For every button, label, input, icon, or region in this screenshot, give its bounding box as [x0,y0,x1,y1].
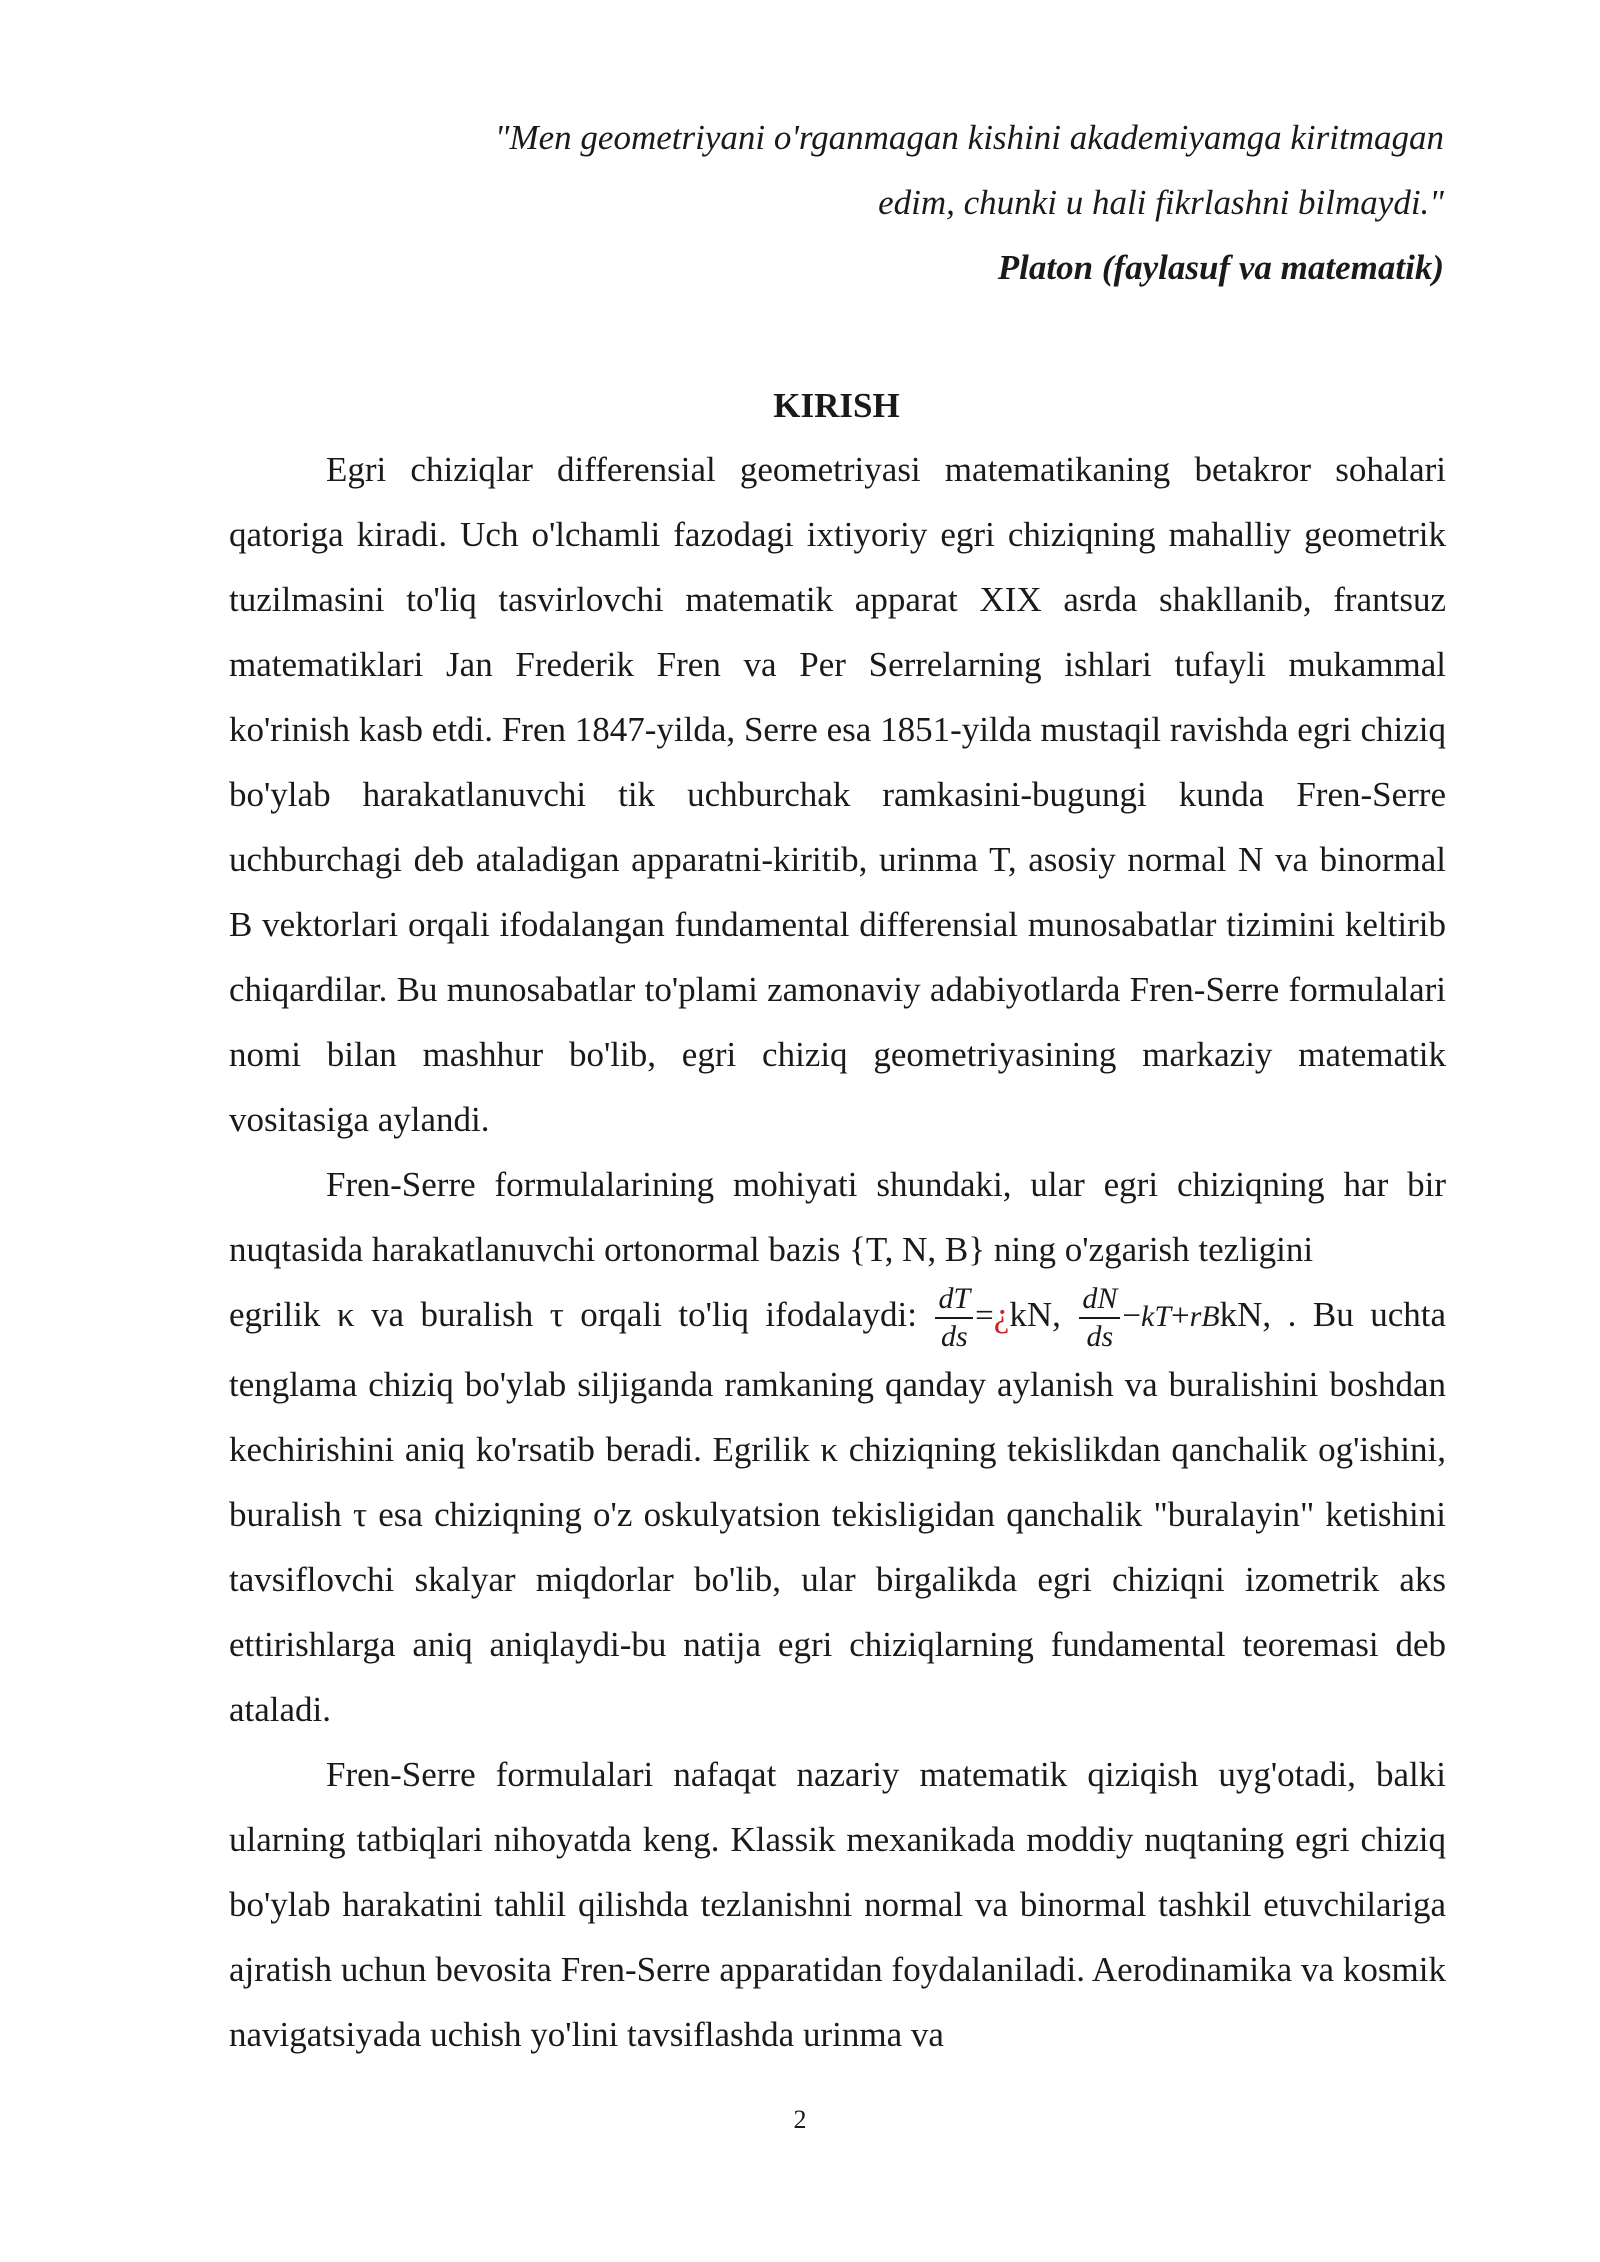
paragraph-2-start: Fren-Serre formulalarining mohiyati shundaki, ular egri chiziqning har bir nuqtasida harakatlanuvchi ortonormal bazis {T, N, B} ning o'zgarish tezligini [229,1165,1446,1269]
body-text [229,437,1446,2067]
plus-sign: + [1171,1298,1190,1334]
fraction-dT-ds [935,1281,973,1353]
fraction-numerator: dT [935,1284,973,1319]
formula-lead-text: egrilik κ va buralish τ orqali to'liq ifodalaydi: [229,1295,917,1334]
section-heading: KIRISH [773,386,900,425]
fraction-denominator: ds [1086,1319,1114,1353]
formula2-tail: kN, [1219,1295,1272,1334]
paragraph-1: Egri chiziqlar differensial geometriyasi matematikaning betakror sohalari qatoriga kiradi. Uch o'lchamli fazodagi ixtiyoriy egri chiziqning mahalliy geometrik tuzilmasini to'liq tasvirlovchi matematik apparat XIX asrda shakllanib, frantsuz matematiklari Jan Frederik Fren va Per Serrelarning ishlari tufayli mukammal ko'rinish kasb etdi. Fren 1847-yilda, Serre esa 1851-yilda mustaqil ravishda egri chiziq bo'ylab harakatlanuvchi tik uchburchak ramkasini-bugungi kunda Fren-Serre uchburchagi deb ataladigan apparatni-kiritib, urinma T, asosiy normal N va binormal B vektorlari orqali ifodalangan fundamental differensial munosabatlar tizimini keltirib chiqardilar. Bu munosabatlar to'plami zamonaviy adabiyotlarda Fren-Serre formulalari nomi bilan mashhur bo'lib, egri chiziq geometriyasining markaziy matematik vositasiga aylandi. [229,450,1446,1139]
broken-symbol: ¿ [993,1295,1010,1334]
epigraph [229,105,1444,300]
equals-sign: = [975,1298,994,1334]
term-rB: rB [1189,1300,1220,1333]
paragraph-3: Fren-Serre formulalari nafaqat nazariy matematik qiziqish uyg'otadi, balki ularning tatbiqlari nihoyatda keng. Klassik mexanikada moddiy nuqtaning egri chiziq bo'ylab harakatini tahlil qilishda tezlanishni normal va binormal tashkil etuvchilariga ajratish uchun bevosita Fren-Serre apparatidan foydalaniladi. Aerodinamika va kosmik navigatsiyada uchish yo'lini tavsiflashda urinma va [229,1754,1446,2054]
fraction-dN-ds [1079,1281,1120,1353]
term-kT: kT [1141,1300,1171,1333]
formula-dT-ds [933,1281,1061,1353]
page-number: 2 [793,2105,807,2134]
epigraph-line-2: edim, chunki u hali fikrlashni bilmaydi." [878,183,1444,222]
paragraph-2 [229,1152,1446,1742]
paragraph-2-end: tenglama chiziq bo'ylab siljiganda ramkaning qanday aylanish va buralishini boshdan kechirishini aniq ko'rsatib beradi. Egrilik κ chiziqning tekislikdan qanchalik og'ishini, buralish τ esa chiziqning o'z oskulyatsion tekisligidan qanchalik "buralayin" ketishini tavsiflovchi skalyar miqdorlar bo'lib, ular birgalikda egri chiziqni izometrik aks ettirishlarga aniq aniqlaydi-bu natija egri chiziqlarning fundamental teoremasi deb ataladi. [229,1364,1446,1729]
epigraph-author: Platon (faylasuf va matematik) [997,248,1444,287]
formula-dN-ds [1077,1281,1272,1353]
fraction-numerator: dN [1079,1284,1120,1319]
epigraph-line-1: "Men geometriyani o'rganmagan kishini akademiyamga kiritmagan [494,118,1444,157]
formula-tail-text: . Bu uchta [1287,1295,1446,1334]
formula-line [229,1282,1446,1352]
minus-sign: − [1122,1298,1141,1334]
fraction-denominator: ds [940,1319,968,1353]
formula1-tail: kN, [1009,1295,1061,1334]
